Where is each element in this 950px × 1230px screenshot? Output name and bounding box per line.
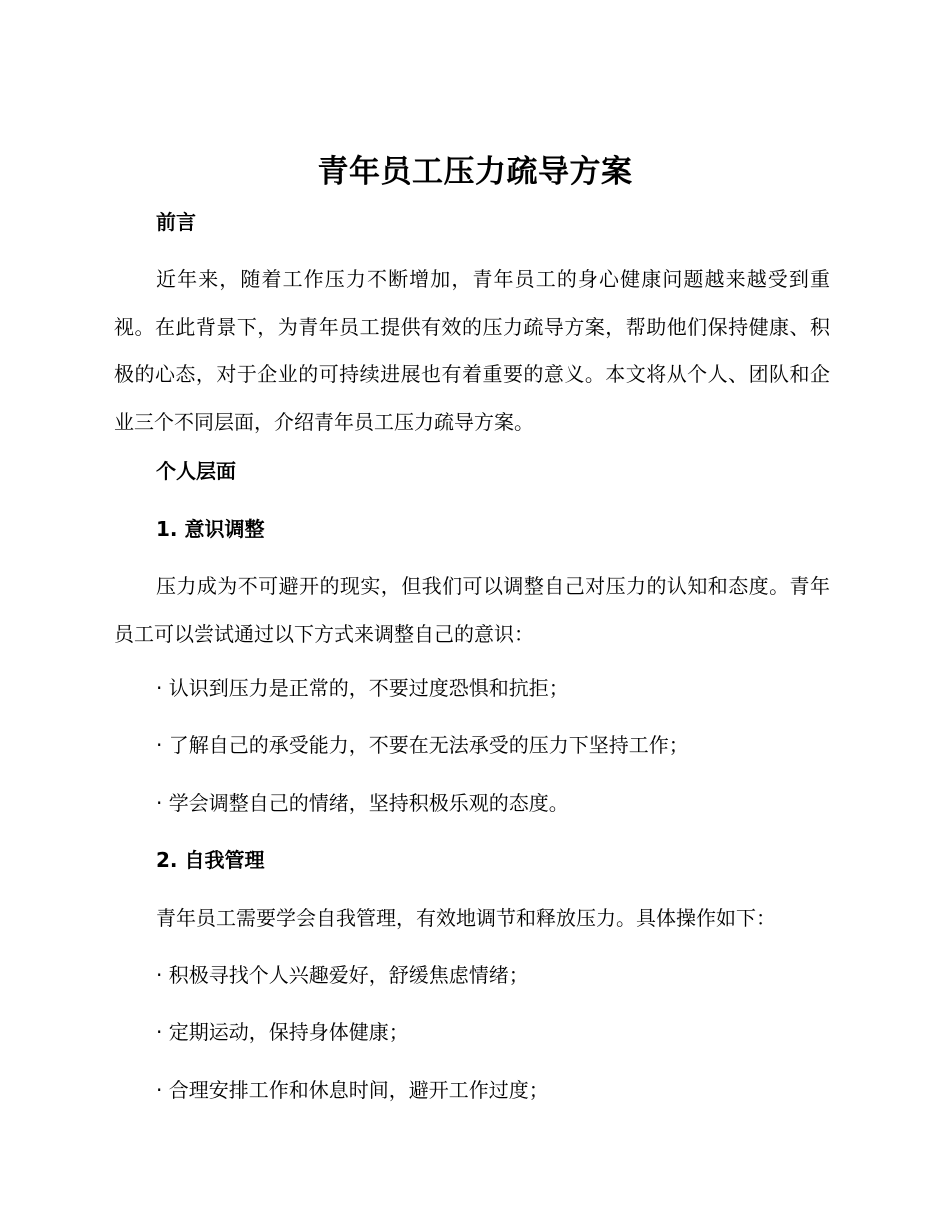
section-1-heading: 1. 意识调整 bbox=[156, 517, 265, 541]
document-title: 青年员工压力疏导方案 bbox=[317, 154, 633, 190]
personal-level-heading: 个人层面 bbox=[156, 459, 236, 483]
list-item: · 积极寻找个人兴趣爱好，舒缓焦虑情绪； bbox=[156, 963, 529, 987]
list-item: · 定期运动，保持身体健康； bbox=[156, 1020, 409, 1044]
list-item: · 学会调整自己的情绪，坚持积极乐观的态度。 bbox=[156, 791, 569, 815]
list-item: · 合理安排工作和休息时间，避开工作过度； bbox=[156, 1078, 549, 1102]
section-2-intro: 青年员工需要学会自我管理，有效地调节和释放压力。具体操作如下： bbox=[156, 906, 776, 930]
section-1-intro: 压力成为不可避开的现实，但我们可以调整自己对压力的认知和态度。青年员工可以尝试通过以下方式来调整自己的意识： bbox=[114, 574, 830, 646]
list-item: · 认识到压力是正常的，不要过度恐惧和抗拒； bbox=[156, 676, 569, 700]
list-item: · 了解自己的承受能力，不要在无法承受的压力下坚持工作； bbox=[156, 733, 689, 757]
foreword-paragraph: 近年来，随着工作压力不断增加，青年员工的身心健康问题越来越受到重视。在此背景下，为青年员工提供有效的压力疏导方案，帮助他们保持健康、积极的心态，对于企业的可持续进展也有着重要的意义。本文将从个人、团队和企业三个不同层面，介绍青年员工压力疏导方案。 bbox=[114, 267, 830, 434]
foreword-heading: 前言 bbox=[156, 210, 196, 234]
section-2-heading: 2. 自我管理 bbox=[156, 848, 265, 872]
